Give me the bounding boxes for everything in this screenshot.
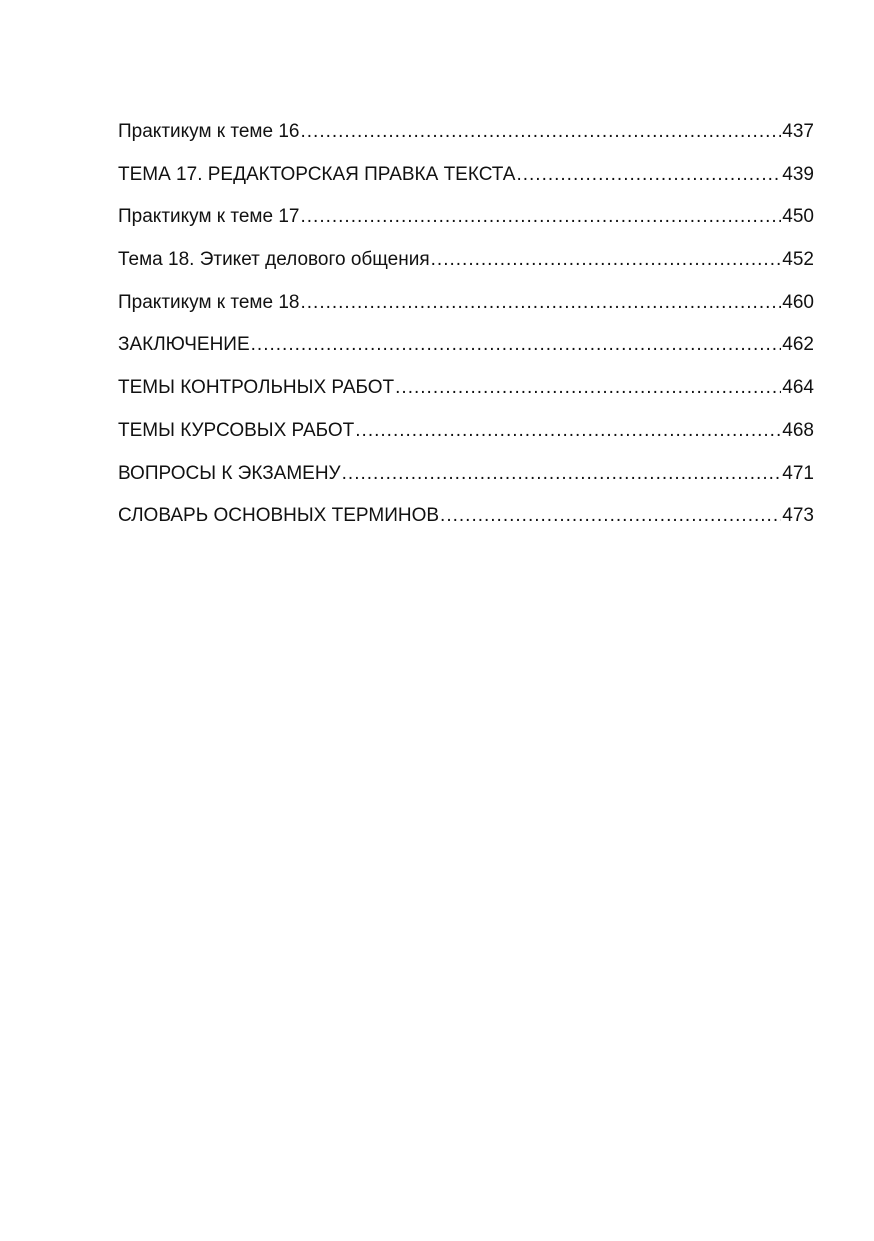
toc-entry[interactable] bbox=[118, 460, 814, 503]
toc-entry-page: 450 bbox=[782, 206, 814, 228]
dot-leader bbox=[251, 331, 782, 359]
toc-entry-page: 473 bbox=[782, 505, 814, 527]
toc-entry-title: Тема 18. Этикет делового общения bbox=[118, 249, 430, 271]
dot-leader bbox=[440, 502, 781, 530]
toc-entry[interactable] bbox=[118, 374, 814, 417]
toc-entry-page: 437 bbox=[782, 121, 814, 142]
toc-entry[interactable] bbox=[118, 246, 814, 289]
dot-leader bbox=[355, 417, 781, 445]
toc-entry-page: 439 bbox=[782, 163, 814, 185]
toc-entry-title: ТЕМА 17. РЕДАКТОРСКАЯ ПРАВКА ТЕКСТА bbox=[118, 163, 516, 185]
toc-entry-title: Практикум к теме 17 bbox=[118, 206, 300, 228]
dot-leader bbox=[300, 118, 781, 146]
toc-entry-page: 460 bbox=[782, 291, 814, 313]
toc-entry[interactable] bbox=[118, 417, 814, 460]
toc-entry-page: 452 bbox=[782, 249, 814, 271]
toc-entry[interactable] bbox=[118, 161, 814, 204]
dot-leader bbox=[395, 374, 781, 402]
dot-leader bbox=[342, 460, 782, 488]
dot-leader bbox=[300, 203, 781, 231]
toc-entry-page: 471 bbox=[782, 462, 814, 484]
toc-entry-page: 468 bbox=[782, 419, 814, 441]
toc-entry-title: Практикум к теме 18 bbox=[118, 291, 300, 313]
dot-leader bbox=[431, 246, 782, 274]
toc-entry[interactable] bbox=[118, 289, 814, 332]
table-of-contents bbox=[118, 118, 814, 545]
toc-entry-title: ЗАКЛЮЧЕНИЕ bbox=[118, 334, 250, 356]
toc-entry[interactable] bbox=[118, 331, 814, 374]
toc-entry-title: Практикум к теме 16 bbox=[118, 121, 300, 142]
dot-leader bbox=[516, 161, 781, 189]
dot-leader bbox=[300, 289, 781, 317]
toc-entry-title: СЛОВАРЬ ОСНОВНЫХ ТЕРМИНОВ bbox=[118, 505, 440, 527]
toc-entry-title: ВОПРОСЫ К ЭКЗАМЕНУ bbox=[118, 462, 341, 484]
toc-entry-title: ТЕМЫ КУРСОВЫХ РАБОТ bbox=[118, 419, 355, 441]
toc-entry-page: 464 bbox=[782, 377, 814, 399]
toc-entry[interactable] bbox=[118, 118, 814, 161]
toc-entry[interactable] bbox=[118, 203, 814, 246]
toc-entry-page: 462 bbox=[782, 334, 814, 356]
toc-entry[interactable] bbox=[118, 502, 814, 545]
toc-entry-title: ТЕМЫ КОНТРОЛЬНЫХ РАБОТ bbox=[118, 377, 395, 399]
